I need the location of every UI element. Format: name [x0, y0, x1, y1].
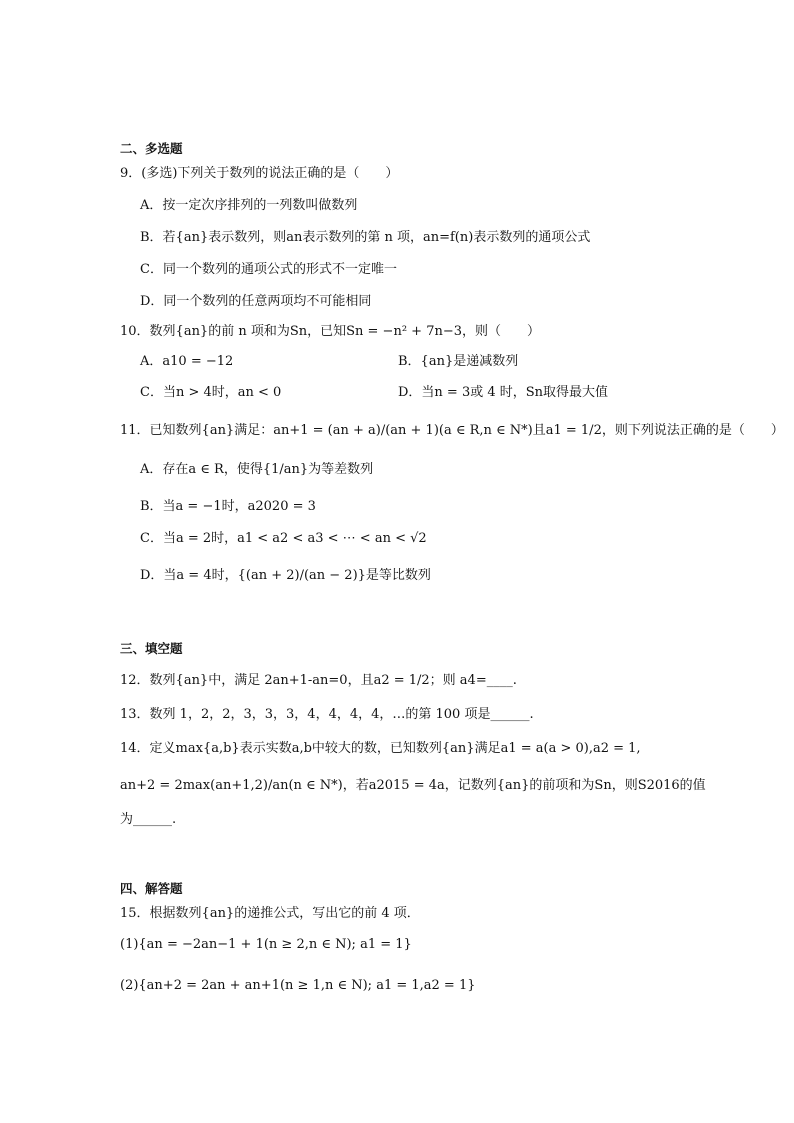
question-15-part-1: (1){an = −2an−1 + 1(n ≥ 2,n ∈ N); a1 = 1}: [120, 937, 412, 952]
question-10-option-b: B．{an}是递减数列: [398, 354, 519, 369]
question-10-option-c: C．当n > 4时，an < 0: [140, 385, 282, 400]
question-11-option-a: A．存在a ∈ R，使得{1/an}为等差数列: [140, 462, 374, 477]
question-9-option-b: B．若{an}表示数列，则an表示数列的第 n 项，an=f(n)表示数列的通项公式: [140, 230, 591, 245]
question-14-line-2: an+2 = 2max(an+1,2)/an(n ∈ N*)，若a2015 = 4a，记数列{an}的前项和为Sn，则S2016的值: [120, 778, 706, 793]
question-9-option-c: C．同一个数列的通项公式的形式不一定唯一: [140, 262, 397, 277]
question-15-part-2: (2){an+2 = 2an + an+1(n ≥ 1,n ∈ N); a1 = 1,a2 = 1}: [120, 978, 476, 993]
question-13: 13．数列 1，2，2，3，3，3，4，4，4，4，…的第 100 项是______.: [120, 707, 534, 722]
question-11-stem: 11．已知数列{an}满足：an+1 = (an + a)/(an + 1)(a ∈ R,n ∈ N*)且a1 = 1/2，则下列说法正确的是（ ）: [120, 423, 784, 438]
question-11-option-b: B．当a = −1时，a2020 = 3: [140, 499, 316, 514]
question-14-line-3: 为______.: [120, 812, 177, 827]
question-10-option-d: D．当n = 3或 4 时，Sn取得最大值: [398, 385, 609, 400]
question-12: 12．数列{an}中，满足 2an+1-an=0，且a2 = 1/2；则 a4=____.: [120, 673, 517, 688]
question-10-option-a: A．a10 = −12: [140, 354, 234, 369]
section-title-fill: 三、填空题: [120, 641, 183, 656]
question-15-stem: 15．根据数列{an}的递推公式，写出它的前 4 项．: [120, 906, 420, 921]
question-9-option-d: D．同一个数列的任意两项均不可能相同: [140, 294, 372, 309]
question-11-option-c: C．当a = 2时，a1 < a2 < a3 < ⋯ < an < √2: [140, 531, 427, 546]
section-title-solve: 四、解答题: [120, 881, 183, 896]
question-10-stem: 10．数列{an}的前 n 项和为Sn，已知Sn = −n² + 7n−3，则（ ）: [120, 324, 540, 339]
question-11-option-d: D．当a = 4时，{(an + 2)/(an − 2)}是等比数列: [140, 568, 431, 583]
question-9-stem: 9．(多选)下列关于数列的说法正确的是（ ）: [120, 166, 399, 181]
section-title-multi: 二、多选题: [120, 141, 183, 156]
question-14-line-1: 14．定义max{a,b}表示实数a,b中较大的数，已知数列{an}满足a1 = a(a > 0),a2 = 1,: [120, 741, 641, 756]
question-9-option-a: A．按一定次序排列的一列数叫做数列: [140, 198, 358, 213]
